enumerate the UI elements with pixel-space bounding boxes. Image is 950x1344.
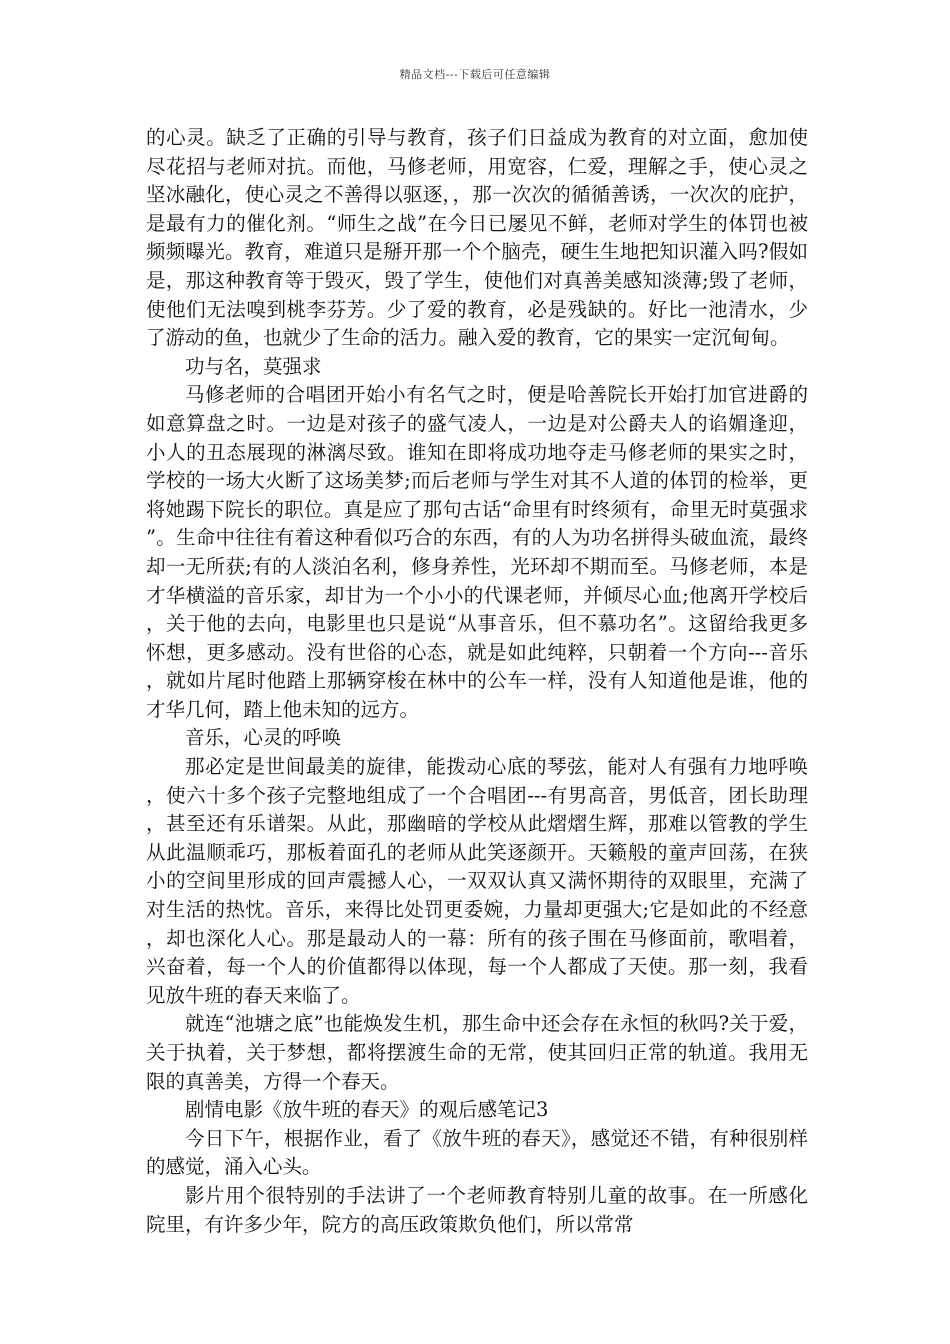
section-heading: 音乐，心灵的呼唤 [185, 726, 342, 750]
paragraph: 就连“池塘之底”也能焕发生机，那生命中还会存在永恒的秋吗?关于爱，关于执着，关于梦想，都将摆渡生命的无常，使其回归正常的轨道。我用无限的真善美，方得一个春天。 [146, 1012, 808, 1093]
paragraph: 影片用个很特别的手法讲了一个老师教育特别儿童的故事。在一所感化院里，有许多少年，院方的高压政策欺负他们，所以常常 [146, 1183, 808, 1236]
section-heading: 剧情电影《放牛班的春天》的观后感笔记3 [185, 1098, 549, 1122]
document-body [146, 124, 808, 1239]
page-header: 精品文档---下载后可任意编辑 [399, 68, 551, 81]
paragraph: 今日下午，根据作业，看了《放牛班的春天》，感觉还不错，有种很别样的感觉，涌入心头。 [146, 1126, 808, 1179]
paragraph: 马修老师的合唱团开始小有名气之时，便是哈善院长开始打加官进爵的如意算盘之时。一边是对孩子的盛气凌人，一边是对公爵夫人的谄媚逢迎，小人的丑态展现的淋漓尽致。谁知在即将成功地夺走马修老师的果实之时，学校的一场大火断了这场美梦;而后老师与学生对其不人道的体罚的检举，更将她踢下院长的职位。真是应了那句古话“命里有时终须有，命里无时莫强求”。生命中往往有着这种看似巧合的东西，有的人为功名拼得头破血流，最终却一无所获;有的人淡泊名利，修身养性，光环却不期而至。马修老师，本是才华横溢的音乐家，却甘为一个小小的代课老师，并倾尽心血;他离开学校后，关于他的去向，电影里也只是说“从事音乐，但不慕功名”。这留给我更多怀想，更多感动。没有世俗的心态，就是如此纯粹，只朝着一个方向---音乐，就如片尾时他踏上那辆穿梭在林中的公车一样，没有人知道他是谁，他的才华几何，踏上他未知的远方。 [146, 383, 808, 721]
section-heading: 功与名，莫强求 [185, 354, 322, 378]
paragraph-continued: 的心灵。缺乏了正确的引导与教育，孩子们日益成为教育的对立面，愈加使尽花招与老师对抗。而他，马修老师，用宽容，仁爱，理解之手，使心灵之坚冰融化，使心灵之不善得以驱逐，，那一次次的循循善诱，一次次的庇护，是最有力的催化剂。“师生之战”在今日已屡见不鲜，老师对学生的体罚也被频频曝光。教育，难道只是掰开那一个个脑壳，硬生生地把知识灌入吗?假如是，那这种教育等于毁灭，毁了学生，使他们对真善美感知淡薄;毁了老师，使他们无法嗅到桃李芬芳。少了爱的教育，必是残缺的。好比一池清水，少了游动的鱼，也就少了生命的活力。融入爱的教育，它的果实一定沉甸甸。 [146, 126, 808, 350]
paragraph: 那必定是世间最美的旋律，能拨动心底的琴弦，能对人有强有力地呼唤，使六十多个孩子完整地组成了一个合唱团---有男高音，男低音，团长助理，甚至还有乐谱架。从此，那幽暗的学校从此熠熠生辉，那难以管教的学生从此温顺乖巧，那板着面孔的老师从此笑逐颜开。天籁般的童声回荡，在狭小的空间里形成的回声震撼人心，一双双认真又满怀期待的双眼里，充满了对生活的热忱。音乐，来得比处罚更委婉，力量却更强大;它是如此的不经意，却也深化人心。那是最动人的一幕：所有的孩子围在马修面前，歌唱着，兴奋着，每一个人的价值都得以体现，每一个人都成了天使。那一刻，我看见放牛班的春天来临了。 [146, 755, 808, 1007]
